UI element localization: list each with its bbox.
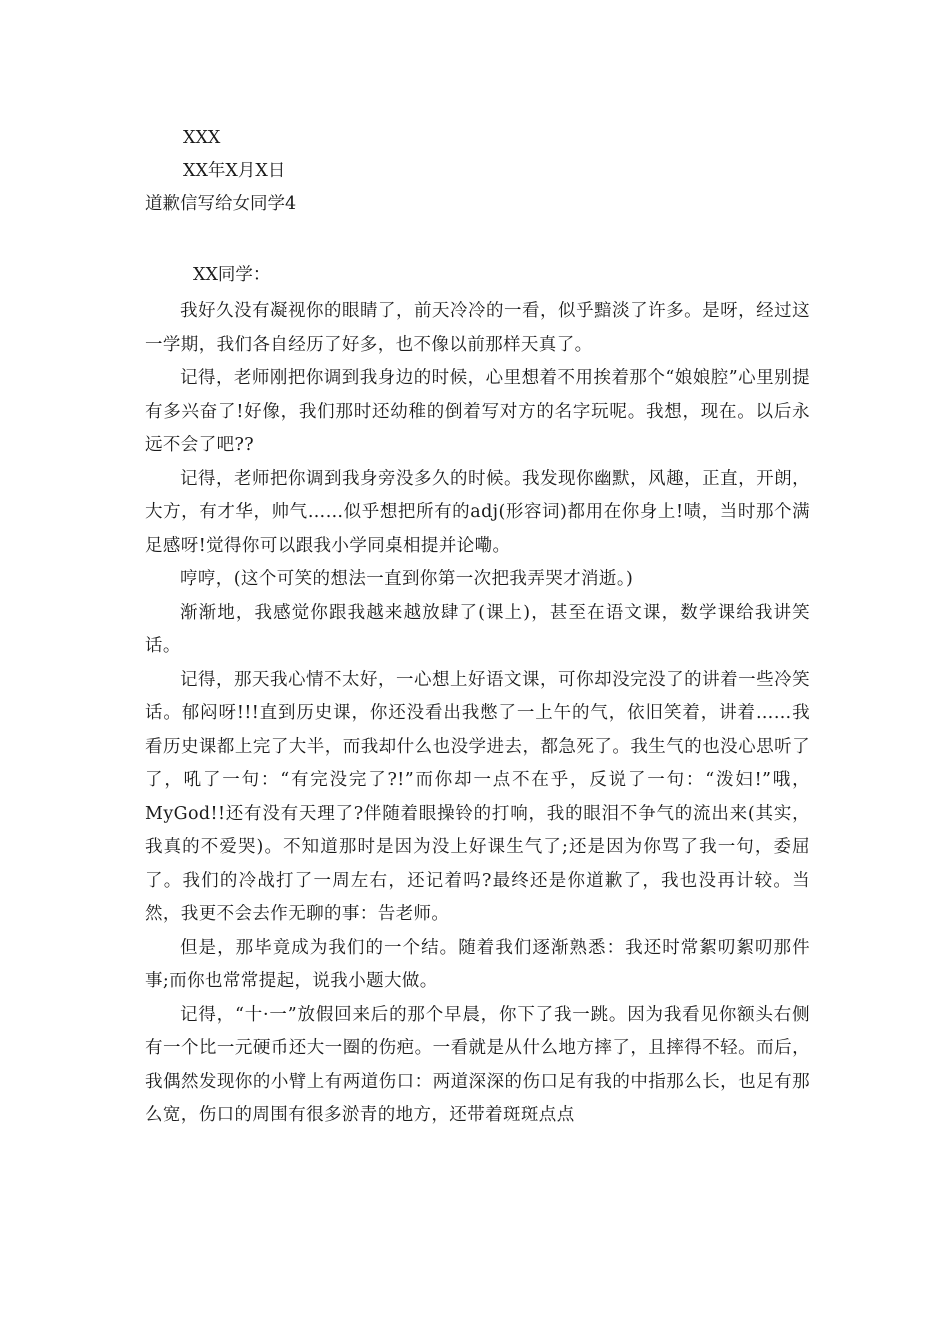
paragraph: 记得，老师把你调到我身旁没多久的时候。我发现你幽默，风趣，正直，开朗，大方，有才华，帅气……似乎想把所有的adj(形容词)都用在你身上!啧，当时那个满足感呀!觉得你可以跟我小学同桌相提并论嘞。 [145,468,810,556]
paragraph: 我好久没有凝视你的眼睛了，前天冷冷的一看，似乎黯淡了许多。是呀，经过这一学期，我们各自经历了好多，也不像以前那样天真了。 [145,301,810,355]
letter-salutation: XX同学： [193,265,271,285]
paragraph: 但是，那毕竟成为我们的一个结。随着我们逐渐熟悉：我还时常絮叨絮叨那件事;而你也常常提起，说我小题大做。 [145,937,810,991]
letter-body [145,295,810,1133]
paragraph: 渐渐地，我感觉你跟我越来越放肆了(课上)，甚至在语文课，数学课给我讲笑话。 [145,602,810,656]
paragraph: 记得，那天我心情不太好，一心想上好语文课，可你却没完没了的讲着一些冷笑话。郁闷呀!!!直到历史课，你还没看出我憋了一上午的气，依旧笑着，讲着……我看历史课都上完了大半，而我却什么也没学进去，都急死了。我生气的也没心思听了了，吼了一句：“有完没完了?!”而你却一点不在乎，反说了一句：“泼妇!”哦，MyGod!!还有没有天理了?伴随着眼操铃的打响，我的眼泪不争气的流出来(其实，我真的不爱哭)。不知道那时是因为没上好课生气了;还是因为你骂了我一句，委屈了。我们的冷战打了一周左右，还记着吗?最终还是你道歉了，我也没再计较。当然，我更不会去作无聊的事：告老师。 [145,669,810,924]
paragraph: 记得，老师刚把你调到我身边的时候，心里想着不用挨着那个“娘娘腔”心里别提有多兴奋了!好像，我们那时还幼稚的倒着写对方的名字玩呢。我想，现在。以后永远不会了吧?? [145,368,810,455]
letter-signature: XXX [183,128,221,148]
letter-date: XX年X月X日 [183,161,286,181]
paragraph: 记得，“十·一”放假回来后的那个早晨，你下了我一跳。因为我看见你额头右侧有一个比一元硬币还大一圈的伤疤。一看就是从什么地方摔了，且摔得不轻。而后，我偶然发现你的小臂上有两道伤口：两道深深的伤口足有我的中指那么长，也足有那么宽，伤口的周围有很多淤青的地方，还带着斑斑点点 [145,1004,810,1125]
section-title: 道歉信写给女同学4 [145,194,297,214]
paragraph: 哼哼，(这个可笑的想法一直到你第一次把我弄哭才消逝。) [180,569,634,589]
